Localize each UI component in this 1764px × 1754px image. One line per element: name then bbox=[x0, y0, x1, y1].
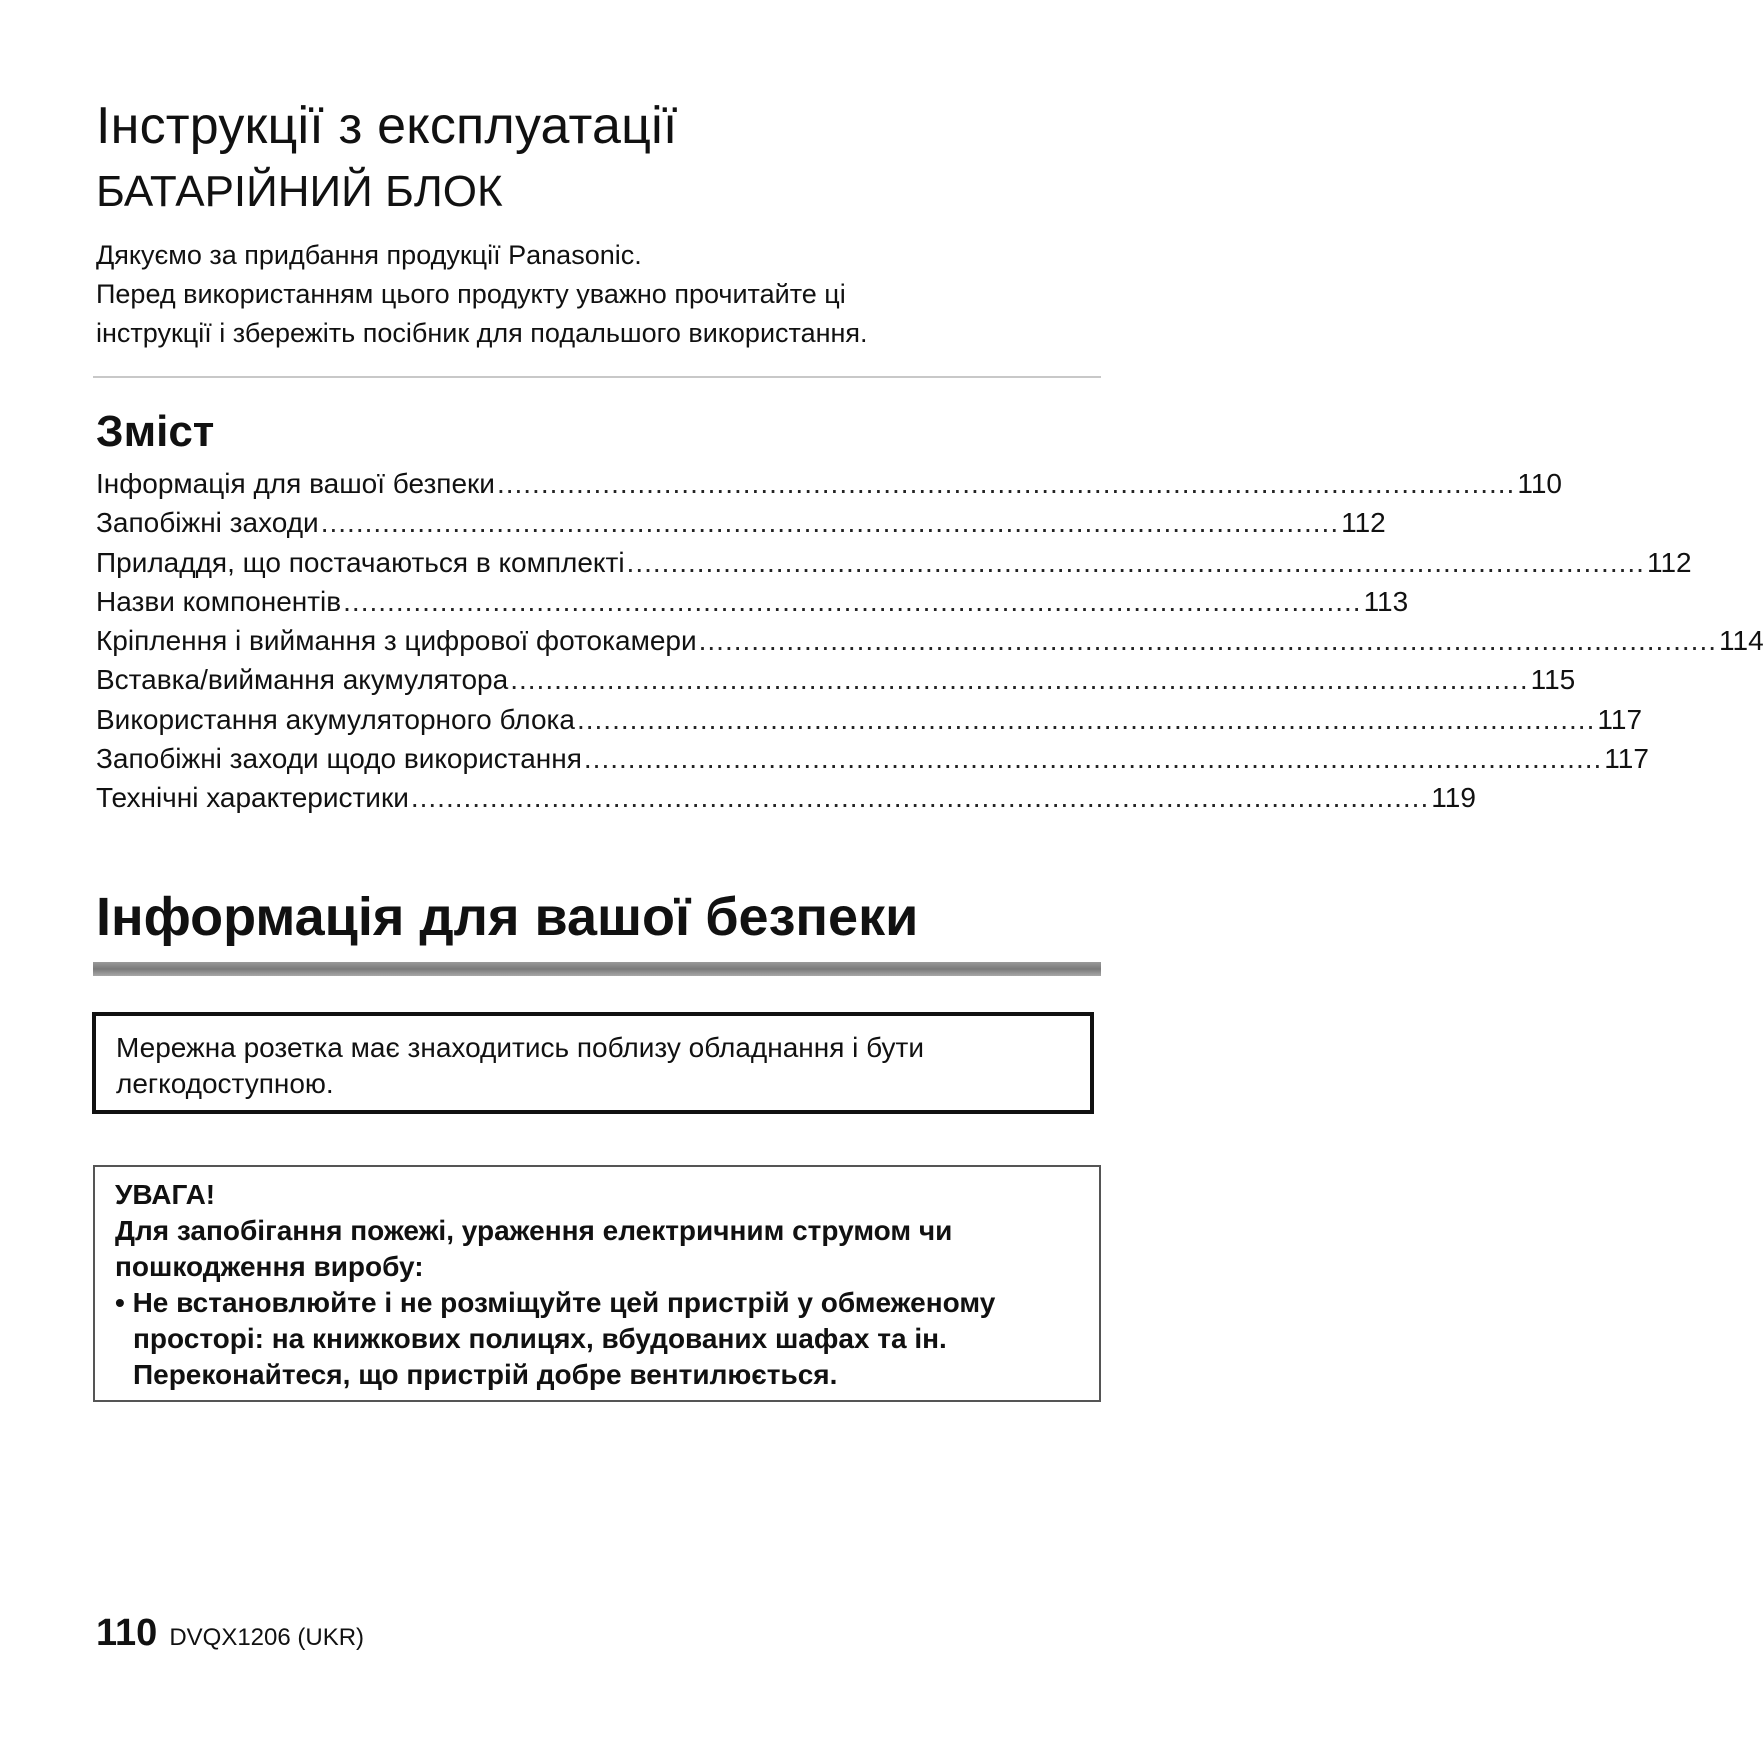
intro-line: інструкції і збережіть посібник для подальшого використання. bbox=[96, 318, 868, 348]
notice-line: легкодоступною. bbox=[116, 1068, 334, 1099]
toc-leader-dots: .................................................................................................................... bbox=[698, 625, 1718, 657]
notice-box bbox=[92, 1012, 1094, 1114]
toc-leader-dots: .................................................................................................................... bbox=[496, 468, 1516, 499]
toc-entry-label: Кріплення і виймання з цифрової фотокамери bbox=[96, 625, 697, 657]
toc-entry-page: 112 bbox=[1341, 507, 1386, 539]
toc-entry[interactable] bbox=[96, 464, 1562, 503]
toc-leader-dots: .................................................................................................................... bbox=[510, 664, 1529, 696]
section-divider bbox=[93, 962, 1101, 976]
toc-entry-label: Запобіжні заходи щодо використання bbox=[96, 743, 582, 775]
toc-entry[interactable] bbox=[96, 660, 1576, 699]
toc-entry[interactable] bbox=[96, 739, 1649, 778]
warning-line: Для запобігання пожежі, ураження електричним струмом чи bbox=[115, 1215, 953, 1246]
toc-entry[interactable] bbox=[96, 503, 1386, 542]
toc-entry-page: 115 bbox=[1530, 664, 1576, 696]
toc-entry-page: 114 bbox=[1719, 625, 1764, 657]
toc-entry-page: 113 bbox=[1363, 585, 1409, 617]
intro-line: Перед використанням цього продукту уважно прочитайте ці bbox=[96, 279, 846, 309]
toc-entry-label: Технічні характеристики bbox=[96, 782, 409, 814]
toc-entry-page: 119 bbox=[1431, 782, 1476, 814]
warning-bullet-line: просторі: на книжкових полицях, вбудованих шафах та ін. bbox=[133, 1323, 947, 1354]
document-code: DVQX1206 (UKR) bbox=[169, 1624, 365, 1651]
toc-entry-label: Запобіжні заходи bbox=[96, 507, 319, 539]
warning-bullet-line: Переконайтеся, що пристрій добре вентилюється. bbox=[133, 1359, 838, 1390]
toc-leader-dots: .................................................................................................................... bbox=[410, 782, 1430, 814]
toc-entry[interactable] bbox=[96, 582, 1409, 621]
toc-entry-page: 117 bbox=[1604, 743, 1649, 775]
intro-line: Дякуємо за придбання продукції Panasonic. bbox=[96, 240, 642, 270]
toc-entry-label: Приладдя, що постачаються в комплекті bbox=[96, 546, 625, 578]
toc-leader-dots: .................................................................................................................... bbox=[343, 585, 1362, 617]
notice-line: Мережна розетка має знаходитись поблизу обладнання і бути bbox=[116, 1032, 925, 1063]
section-title: Інформація для вашої безпеки bbox=[96, 887, 919, 947]
toc-entry-label: Назви компонентів bbox=[96, 585, 342, 617]
warning-box bbox=[93, 1165, 1101, 1402]
toc-entry-page: 117 bbox=[1597, 703, 1643, 735]
toc-entry-page: 110 bbox=[1517, 468, 1562, 499]
toc-leader-dots: .................................................................................................................... bbox=[583, 743, 1603, 775]
toc-heading: Зміст bbox=[96, 407, 215, 456]
toc-leader-dots: .................................................................................................................... bbox=[576, 703, 1596, 735]
page-title: Інструкції з експлуатації bbox=[96, 97, 678, 155]
toc-entry-label: Вставка/виймання акумулятора bbox=[96, 664, 509, 696]
intro-paragraph bbox=[96, 236, 1096, 353]
toc-entry-label: Використання акумуляторного блока bbox=[96, 703, 575, 735]
toc-entry[interactable] bbox=[96, 778, 1476, 817]
page-number: 110 bbox=[96, 1612, 158, 1654]
toc-entry-label: Інформація для вашої безпеки bbox=[96, 468, 495, 499]
toc-leader-dots: .................................................................................................................... bbox=[320, 507, 1340, 539]
toc-entry[interactable] bbox=[96, 621, 1764, 660]
toc-leader-dots: .................................................................................................................... bbox=[626, 546, 1645, 578]
table-of-contents bbox=[96, 464, 1764, 818]
page-footer bbox=[96, 1612, 364, 1655]
toc-entry[interactable] bbox=[96, 543, 1692, 582]
warning-line: пошкодження виробу: bbox=[115, 1251, 424, 1282]
page-subtitle: БАТАРІЙНИЙ БЛОК bbox=[96, 167, 503, 216]
warning-bullet-line: • Не встановлюйте і не розміщуйте цей пристрій у обмеженому bbox=[115, 1287, 996, 1318]
toc-entry[interactable] bbox=[96, 700, 1643, 739]
toc-entry-page: 112 bbox=[1646, 546, 1692, 578]
divider-line bbox=[93, 376, 1101, 378]
warning-heading: УВАГА! bbox=[115, 1179, 216, 1210]
